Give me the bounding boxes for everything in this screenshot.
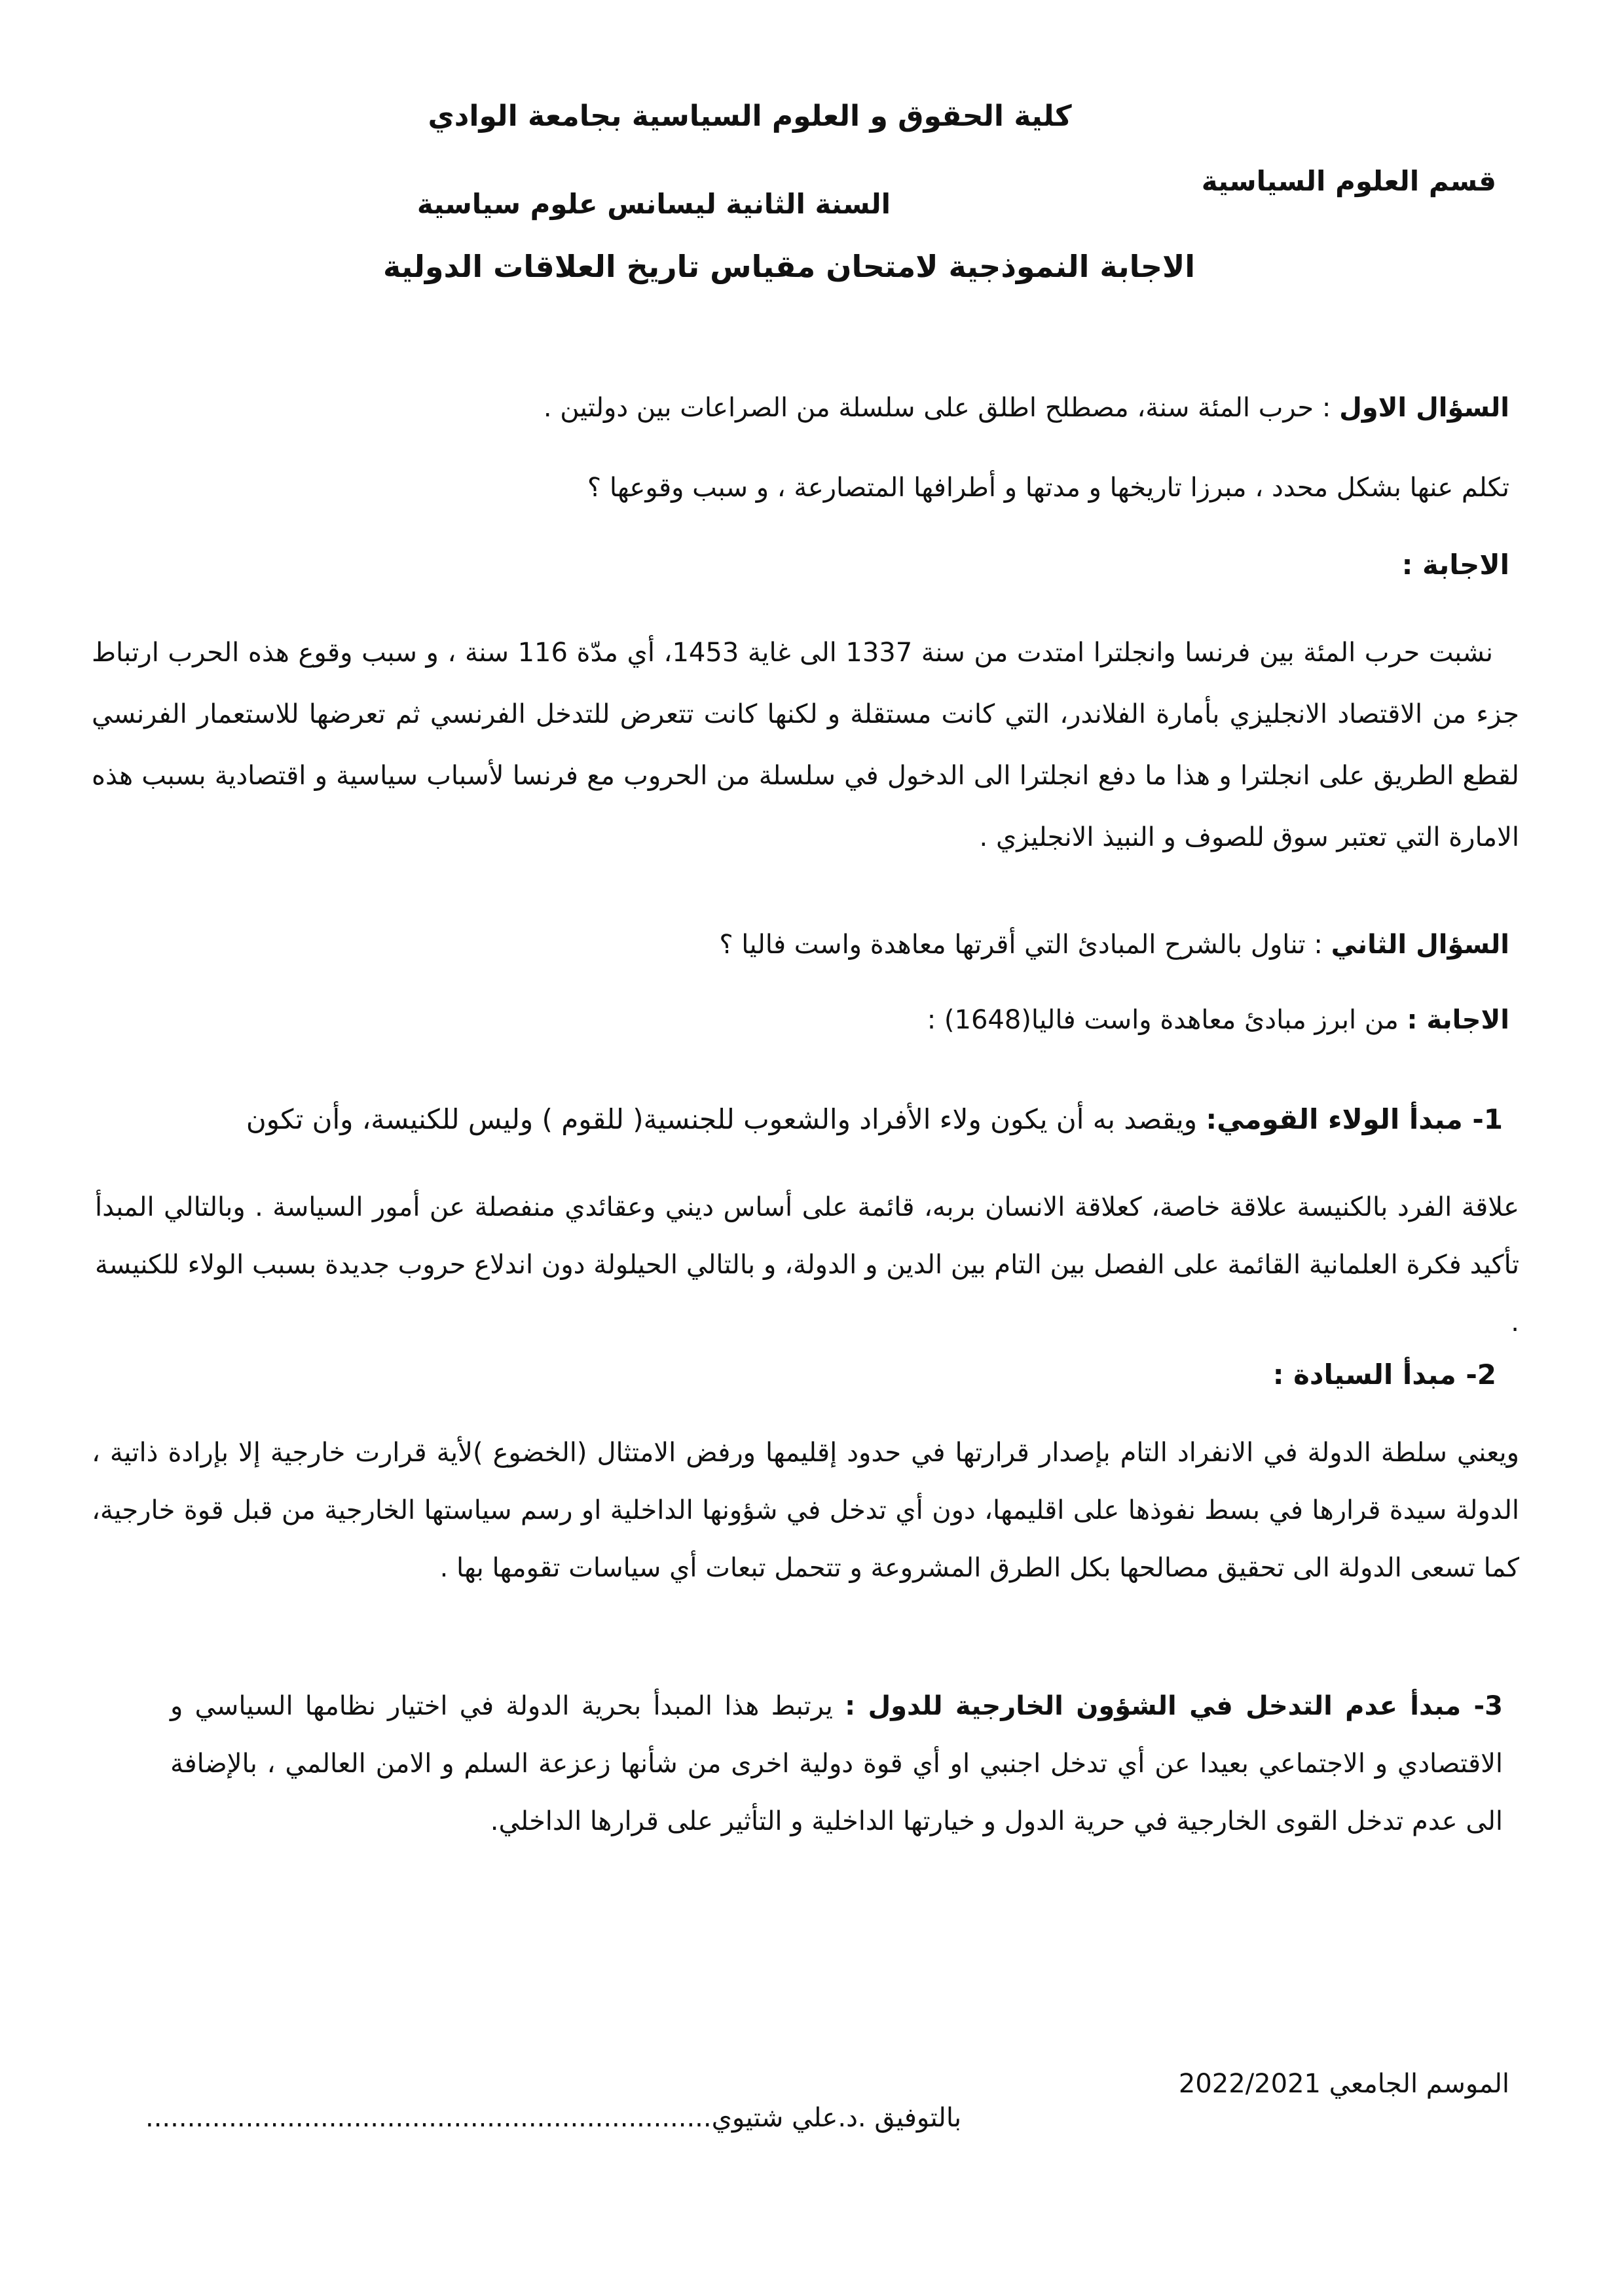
question-2-text: : تناول بالشرح المبادئ التي أقرتها معاهدة واست فاليا ؟ xyxy=(719,930,1331,960)
principle-1-title: 1- مبدأ الولاء القومي: xyxy=(1206,1103,1503,1135)
question-2-label: السؤال الثاني xyxy=(1331,930,1509,960)
signature-line xyxy=(145,2103,961,2133)
answer-1-paragraph: نشبت حرب المئة بين فرنسا وانجلترا امتدت من سنة 1337 الى غاية 1453، أي مدّة 116 سنة ، و سبب وقوع هذه الحرب ارتباط جزء من الاقتصاد الانجليزي بأمارة الفلاندر، التي كانت مستقلة و لكنها كانت تتعرض للتدخل الفرنسي ثم تعرضها للاستعمار الفرنسي لقطع الطريق على انجلترا و هذا ما دفع انجلترا الى الدخول في سلسلة من الحروب مع فرنسا لأسباب سياسية و اقتصادية بسبب هذه الامارة التي تعتبر سوق للصوف و النبيذ الانجليزي . xyxy=(92,638,1519,852)
year-label: السنة الثانية ليسانس علوم سياسية xyxy=(416,188,891,220)
academic-season: الموسم الجامعي 2022/2021 xyxy=(1178,2069,1509,2099)
question-1-details: تكلم عنها بشكل محدد ، مبرزا تاريخها و مدتها و أطرافها المتصارعة ، و سبب وقوعها ؟ xyxy=(587,473,1509,503)
question-1-label: السؤال الاول xyxy=(1339,393,1509,423)
answer-2-label: الاجابة : xyxy=(1407,1005,1509,1035)
signature-text: بالتوفيق .د.علي شتيوي xyxy=(711,2103,962,2133)
exam-title: الاجابة النموذجية لامتحان مقياس تاريخ العلاقات الدولية xyxy=(382,249,1196,284)
question-1-text: : حرب المئة سنة، مصطلح اطلق على سلسلة من الصراعات بين دولتين . xyxy=(543,393,1340,423)
answer-1-label: الاجابة : xyxy=(1401,549,1509,581)
principle-1-heading xyxy=(246,1103,1503,1135)
principle-2-title: 2- مبدأ السيادة : xyxy=(1272,1358,1496,1391)
principle-2-body: ويعني سلطة الدولة في الانفراد التام بإصدار قرارتها في حدود إقليمها ورفض الامتثال (الخضوع )لأية قرارت خارجية إلا بإرادة ذاتية ، الدولة سيدة قرارها في بسط نفوذها على اقليمها، دون أي تدخل في شؤونها الداخلية او رسم سياستها الخارجية من قبل قوة خارجية، كما تسعى الدولة الى تحقيق مصالحها بكل الطرق المشروعة و تتحمل تبعات أي سياسات تقومها بها . xyxy=(92,1438,1519,1583)
answer-2-intro-text: من ابرز مبادئ معاهدة واست فاليا(1648) : xyxy=(927,1005,1407,1035)
principle-1-body: علاقة الفرد بالكنيسة علاقة خاصة، كعلاقة الانسان بربه، قائمة على أساس ديني وعقائدي منفصلة عن أمور السياسة . وبالتالي المبدأ تأكيد فكرة العلمانية القائمة على الفصل بين التام بين الدين و الدولة، و بالتالي الحيلولة دون اندلاع حروب جديدة بسبب الولاء للكنيسة . xyxy=(95,1192,1519,1338)
principle-3-title: 3- مبدأ عدم التدخل في الشؤون الخارجية للدول : xyxy=(845,1691,1503,1721)
principle-3-body: يرتبط هذا المبدأ بحرية الدولة في اختيار نظامها السياسي و الاقتصادي و الاجتماعي بعيدا عن أي تدخل اجنبي او أي قوة دولية اخرى من شأنها زعزعة السلم و الامن العالمي ، بالإضافة الى عدم تدخل القوى الخارجية في حرية الدول و خيارتها الداخلية و التأثير على قرارها الداخلي. xyxy=(170,1691,1503,1836)
principle-1-lead: ويقصد به أن يكون ولاء الأفراد والشعوب للجنسية( للقوم ) وليس للكنيسة، وأن تكون xyxy=(246,1103,1206,1135)
question-1 xyxy=(544,393,1509,423)
signature-dots: .................................................................... xyxy=(145,2103,712,2133)
question-2 xyxy=(719,930,1509,960)
university-header: كلية الحقوق و العلوم السياسية بجامعة الوادي xyxy=(428,100,1072,133)
answer-2-intro xyxy=(927,1005,1509,1035)
department-label: قسم العلوم السياسية xyxy=(1201,165,1496,197)
principle-3-block xyxy=(170,1677,1503,1850)
